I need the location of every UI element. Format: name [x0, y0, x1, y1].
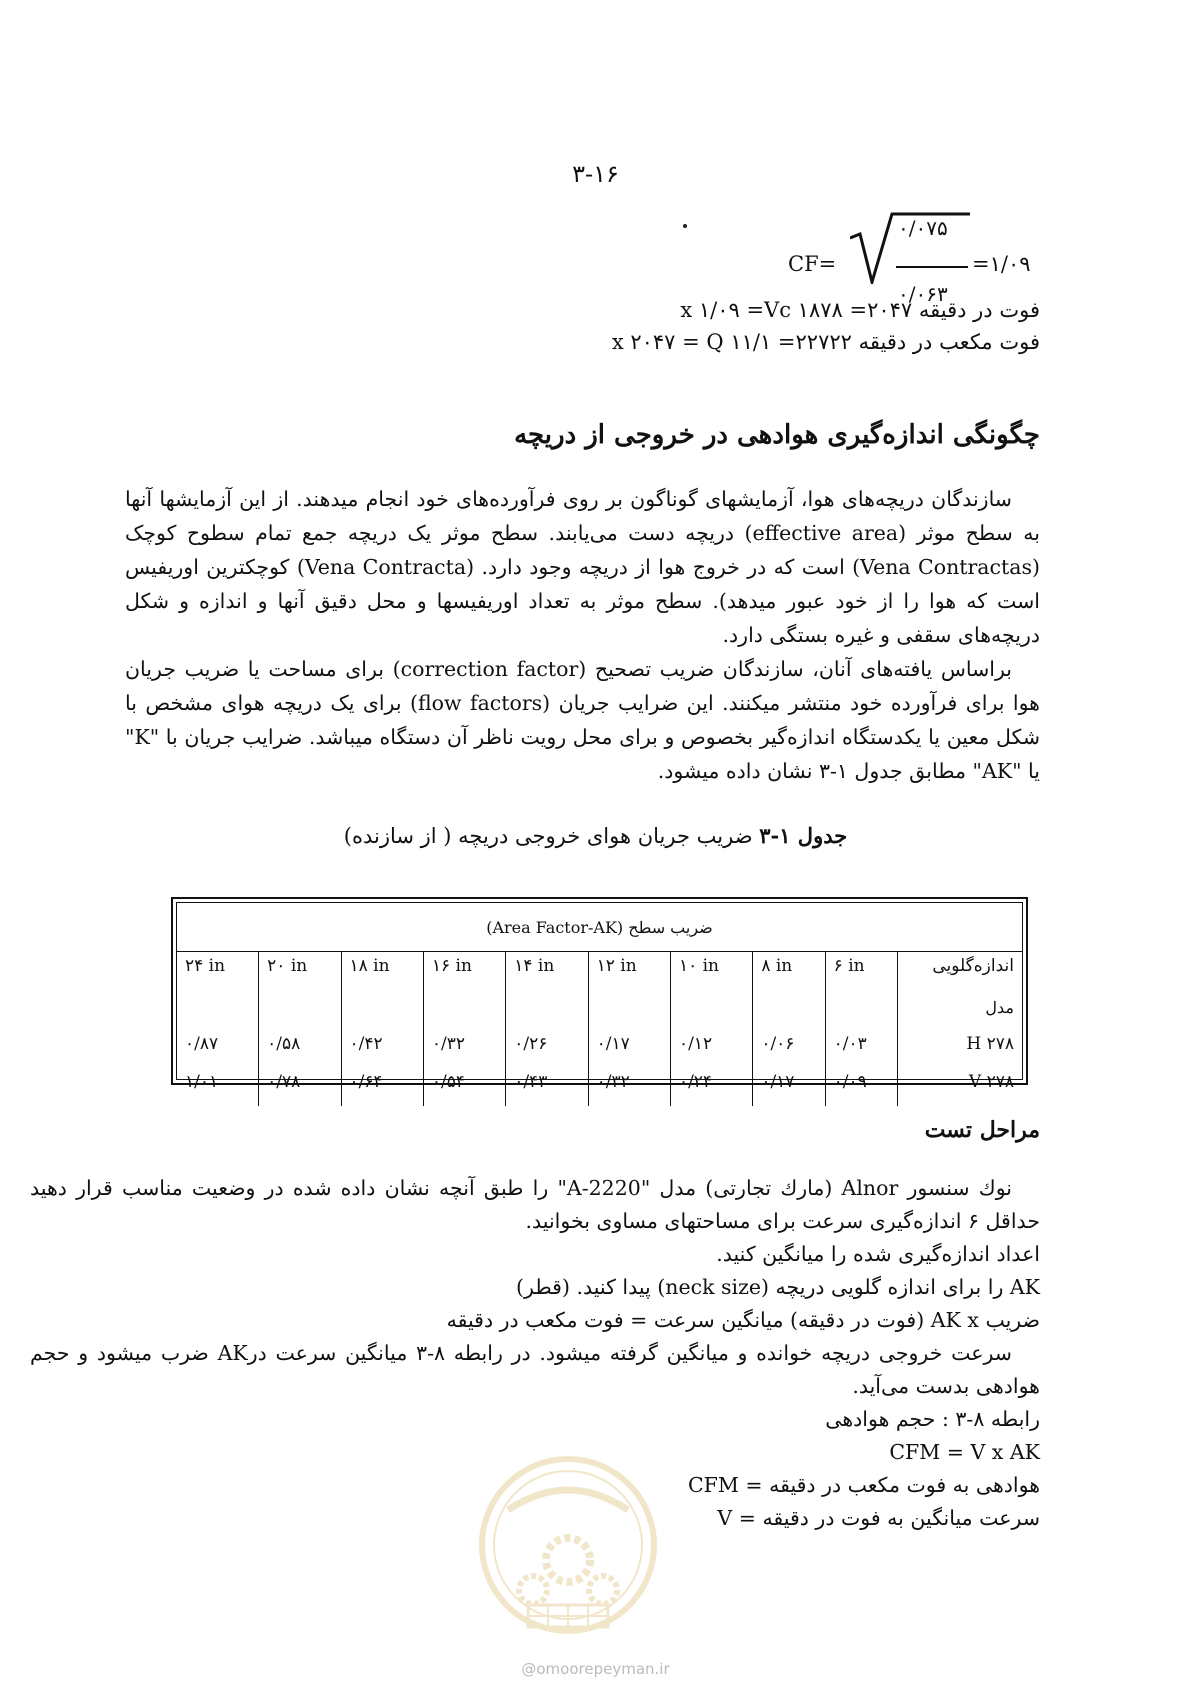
watermark: @omoorepeyman.ir	[521, 1660, 670, 1678]
value-cell: ۰/۳۲	[423, 1030, 505, 1068]
table-caption-number: جدول ۱-۳	[759, 823, 848, 848]
fraction-bar	[896, 266, 968, 268]
size-header: ۱۲ in	[588, 952, 670, 995]
fraction-denominator: ۰/۰۶۳	[898, 282, 948, 306]
stray-dot	[683, 224, 687, 228]
paragraph-effective-area: سازندگان دریچه‌های هوا، آزمایشهای گوناگون بر روی فرآورده‌های خود انجام میدهند. از این آزمایشها آنها به سطح موثر (effective area) دریچه دست می‌یابند. سطح موثر یک دریچه جمع تمام سطوح کوچک (Vena Contractas) است که در خروج هوا از دریچه وجود دارد. (Vena Contracta) کوچکترین اوریفیس است که هوا را از خود عبور میدهد). سطح موثر به تعداد اوریفیسها و محل دقیق آنها و اندازه و شکل دریچه‌های سقفی و غیره بستگی دارد.	[125, 487, 1041, 647]
body-text	[125, 482, 1040, 788]
table-row	[177, 1068, 1022, 1106]
table-row	[177, 1030, 1022, 1068]
model-cell: ۲۷۸ H	[898, 1030, 1023, 1068]
value-cell: ۰/۸۷	[185, 1034, 219, 1054]
size-header: ۱۰ in	[670, 952, 752, 995]
value-cell: ۰/۳۲	[588, 1068, 670, 1106]
size-header: ۱۴ in	[506, 952, 588, 995]
size-header: ۲۴ in	[185, 956, 226, 976]
neck-size-header: اندازه‌گلویی	[898, 952, 1023, 995]
value-cell: ۰/۰۹	[825, 1068, 897, 1106]
value-cell: ۱/۰۱	[185, 1072, 219, 1092]
table-caption	[0, 823, 1191, 848]
formula-result: =۱/۰۹	[972, 252, 1031, 276]
size-header: ۱۸ in	[341, 952, 423, 995]
table-caption-text: ضریب جریان هوای خروجی دریچه ( از سازنده)	[343, 824, 760, 848]
equation-vc: فوت در دقیقه ۲۰۴۷= ۱۸۷۸ x ۱/۰۹ =Vc	[680, 298, 1040, 322]
fraction-numerator: ۰/۰۷۵	[898, 216, 948, 240]
value-cell: ۰/۱۲	[670, 1030, 752, 1068]
step-find-ak: AK را برای اندازه گلویی دریچه (neck size) پیدا کنید. (قطر)	[516, 1275, 1040, 1299]
equation-q: فوت مکعب در دقیقه ۲۲۷۲۲= ۱۱/۱ x ۲۰۴۷ = Q	[611, 330, 1040, 354]
table-header: ضریب سطح (Area Factor-AK)	[177, 903, 1022, 952]
area-factor-table	[171, 897, 1028, 1092]
model-header: مدل	[898, 994, 1023, 1030]
value-cell: ۰/۵۴	[423, 1068, 505, 1106]
size-header: ۲۰ in	[259, 952, 341, 995]
paragraph-correction-factor: براساس یافته‌های آنان، سازندگان ضریب تصحیح (correction factor) برای مساحت یا ضریب جریان هوا برای فرآورده خود منتشر میکنند. این ضرایب جریان (flow factors) برای یک دریچه هوای مشخص با شکل معین یا یکدستگاه اندازه‌گیر بخصوص و برای محل رویت ناظر آن دستگاه میباشد. ضرایب جریان با "K" یا "AK" مطابق جدول ۱-۳ نشان داده میشود.	[125, 657, 1040, 783]
size-header: ۱۶ in	[423, 952, 505, 995]
step-average: اعداد اندازه‌گیری شده را میانگین کنید.	[716, 1242, 1040, 1266]
steps-title: مراحل تست	[924, 1117, 1040, 1143]
cfm-formula: CFM = V x AK	[889, 1440, 1040, 1464]
relation-title: رابطه ۸-۳ : حجم هوادهی	[825, 1407, 1040, 1431]
value-cell: ۰/۵۸	[259, 1030, 341, 1068]
value-cell: ۰/۷۸	[259, 1068, 341, 1106]
value-cell: ۰/۱۷	[753, 1068, 825, 1106]
step-velocity: سرعت خروجی دریچه خوانده و میانگین گرفته میشود. در رابطه ۸-۳ میانگین سرعت درAK ضرب میشود و حجم هوادهی بدست می‌آید.	[30, 1341, 1040, 1398]
section-title: چگونگی اندازه‌گیری هوادهی در خروجی از دریچه	[514, 420, 1040, 450]
value-cell: ۰/۲۴	[670, 1068, 752, 1106]
value-cell: ۰/۶۴	[341, 1068, 423, 1106]
definition-cfm: هوادهی به فوت مکعب در دقیقه = CFM	[687, 1473, 1040, 1497]
value-cell: ۰/۰۶	[753, 1030, 825, 1068]
value-cell: ۰/۴۲	[341, 1030, 423, 1068]
step-formula: ضریب AK x (فوت در دقیقه) میانگین سرعت = فوت مکعب در دقیقه	[446, 1308, 1040, 1332]
cf-label: CF=	[788, 252, 837, 276]
model-cell: ۲۷۸ V	[898, 1068, 1023, 1106]
value-cell: ۰/۲۶	[506, 1030, 588, 1068]
definition-v: سرعت میانگین به فوت در دقیقه = V	[717, 1506, 1040, 1530]
page-number: ۳-۱۶	[572, 160, 619, 188]
size-header: ۸ in	[753, 952, 825, 995]
value-cell: ۰/۱۷	[588, 1030, 670, 1068]
size-header: ۶ in	[825, 952, 897, 995]
value-cell: ۰/۴۳	[506, 1068, 588, 1106]
seal-logo-icon	[478, 1440, 658, 1650]
value-cell: ۰/۰۳	[825, 1030, 897, 1068]
step-sensor: نوك سنسور Alnor (مارك تجارتی) مدل "2220-A" را طبق آنچه نشان داده شده در وضعیت مناسب قرار دهید حداقل ۶ اندازه‌گیری سرعت برای مساحتهای مساوی بخوانید.	[30, 1176, 1040, 1233]
